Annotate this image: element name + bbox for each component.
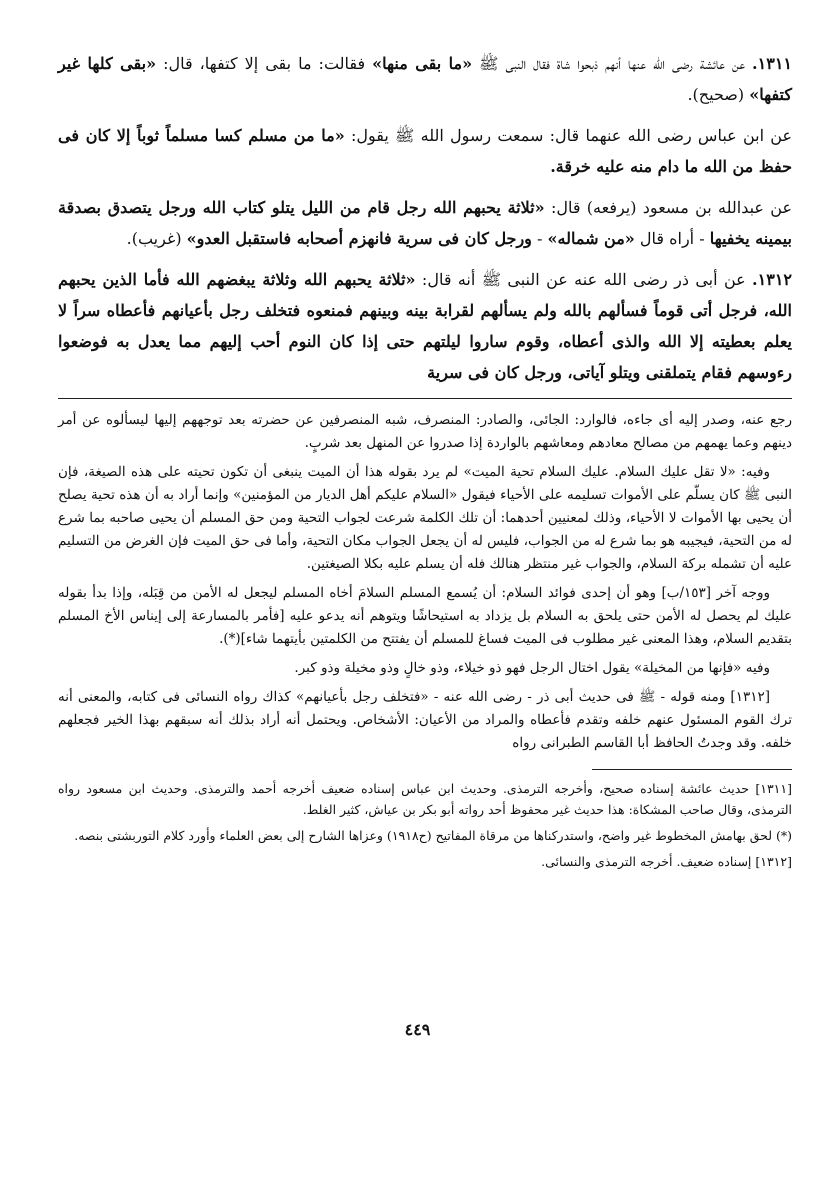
page-body	[58, 48, 792, 877]
hadith-1311: ١٣١١. عن عائشة رضى الله عنها أنهم ذبحوا شاة فقال النبى ﷺ «ما بقى منها» فقالت: ما بقى إلا كتفها، قال: «بقى كلها غير كتفها» (صحيح).	[58, 54, 792, 104]
section-divider	[58, 398, 792, 399]
commentary	[58, 409, 792, 755]
footnotes	[58, 778, 792, 872]
footnote: (*) لحق بهامش المخطوط غير واضح، واستدركناها من مرقاة المفاتيح (ح١٩١٨) وعزاها الشارح إلى بعض العلماء وأورد كلام التوربشتى بنصه.	[74, 828, 792, 843]
commentary-paragraph: ووجه آخر [١٥٣/ب] وهو أن إحدى فوائد السلام: أن يُسمع المسلم السلامَ أخاه المسلم ليجعل له الأمن من قِبَله، وإذا بدأ بقوله عليك لم يحصل له الأمن حتى يلحق به السلام بل يزداد به استيحاشًا ويتوهم أنه يدعو عليه [فأمر بالمسارعة إلى إيناس الأخ المسلم بتقديم السلام، وهذا المعنى غير مطلوب فى الميت فساغ للمسلم أن يفتتح من الكلمتين بأيتهما شاء](*).	[58, 585, 792, 647]
hadith-text	[58, 48, 792, 388]
commentary-paragraph: رجع عنه، وصدر إليه أى جاءه، فالوارد: الجائى، والصادر: المنصرف، شبه المنصرفين عن حضرته بعد توجههم إليها ليسألوه عن أمر دينهم وعما يهمهم من مصالح معادهم ومعاشهم بالواردة إذا صدروا عن المنهل بعد شربٍ.	[58, 412, 792, 451]
hadith-number: ١٣١٢.	[752, 270, 792, 289]
commentary-paragraph: وفيه: «لا تقل عليك السلام. عليك السلام تحية الميت» لم يرد بقوله هذا أن الميت ينبغى أن تكون تحيته على هذه الصيغة، فإن النبى ﷺ كان يسلّم على الأموات تسليمه على الأحياء فيقول «السلام عليكم أهل الديار من المؤمنين» وإنما أراد به أن هذه تحية يصلح أن يحيى بها الأموات لا الأحياء، وذلك لمعنيين أحدهما: أن تلك الكلمة شرعت لجواب التحية ومن حق المسلم أن يحيى صاحبه بما شرع له من التحية، فيجيبه هو بما شرع له من الجواب، فليس له أن يجعل الجواب مكان التحية، وأما فى حق الميت فإن الغرض من التسليم عليه أن تشمله بركة السلام، والجواب غير منتظر هنالك فله أن يسلم عليه بكلا الصيغتين.	[58, 464, 792, 572]
commentary-paragraph: وفيه «فإنها من المخيلة» يقول اختال الرجل فهو ذو خيلاء، وذو خالٍ وذو مخيلة وذو كبر.	[294, 660, 770, 676]
commentary-paragraph: [١٣١٢] ومنه قوله - ﷺ فى حديث أبى ذر - رضى الله عنه - «فتخلف رجل بأعيانهم» كذاك رواه النسائى فى كتابه، والمعنى أنه ترك القوم المسئول عنهم خلفه وتقدم فأعطاه والمراد من الأعيان: الأشخاص. ويحتمل أنه أراد بذلك أنه سبقهم بهذا الخير فجعلهم خلفه. وقد وجدتُ الحافظ أبا القاسم الطبرانى رواه	[58, 689, 792, 751]
footnote: [١٣١١] حديث عائشة إسناده صحيح، وأخرجه الترمذى. وحديث ابن عباس إسناده ضعيف أخرجه أحمد والترمذى. وحديث ابن مسعود رواه الترمذى، وقال صاحب المشكاة: هذا حديث غير محفوظ أحد رواته أبو بكر بن عياش، كثير الغلط.	[58, 781, 792, 817]
hadith-number: ١٣١١.	[752, 54, 792, 73]
page-number: ٤٤٩	[404, 1020, 431, 1039]
footnote: [١٣١٢] إسناده ضعيف. أخرجه الترمذى والنسائى.	[541, 854, 792, 869]
hadith-ibn-masud: عن عبدالله بن مسعود (يرفعه) قال: «ثلاثة يحبهم الله رجل قام من الليل يتلو كتاب الله ورجل يتصدق بصدقة بيمينه يخفيها - أراه قال «من شماله» - ورجل كان فى سرية فانهزم أصحابه فاستقبل العدو» (غريب).	[58, 198, 793, 248]
footnote-divider	[592, 769, 792, 770]
hadith-1312: ١٣١٢. عن أبى ذر رضى الله عنه عن النبى ﷺ أنه قال: «ثلاثة يحبهم الله وثلاثة يبغضهم الله فأما الذين يحبهم الله، فرجل أتى قوماً فسألهم بالله ولم يسألهم لقرابة بينه وبينهم فمنعوه فتخلف رجل بأعيانهم فأعطاه سراً لا يعلم بعطيته إلا الله والذى أعطاه، وقوم ساروا ليلتهم حتى إذا كان النوم أحب إليهم مما يعدل به فوضعوا رءوسهم فقام يتملقنى ويتلو آياتى، ورجل كان فى سرية	[58, 270, 793, 382]
hadith-ibn-abbas: عن ابن عباس رضى الله عنهما قال: سمعت رسول الله ﷺ يقول: «ما من مسلم كسا مسلماً ثوباً إلا كان فى حفظ من الله ما دام منه عليه خرقة.	[58, 126, 792, 176]
